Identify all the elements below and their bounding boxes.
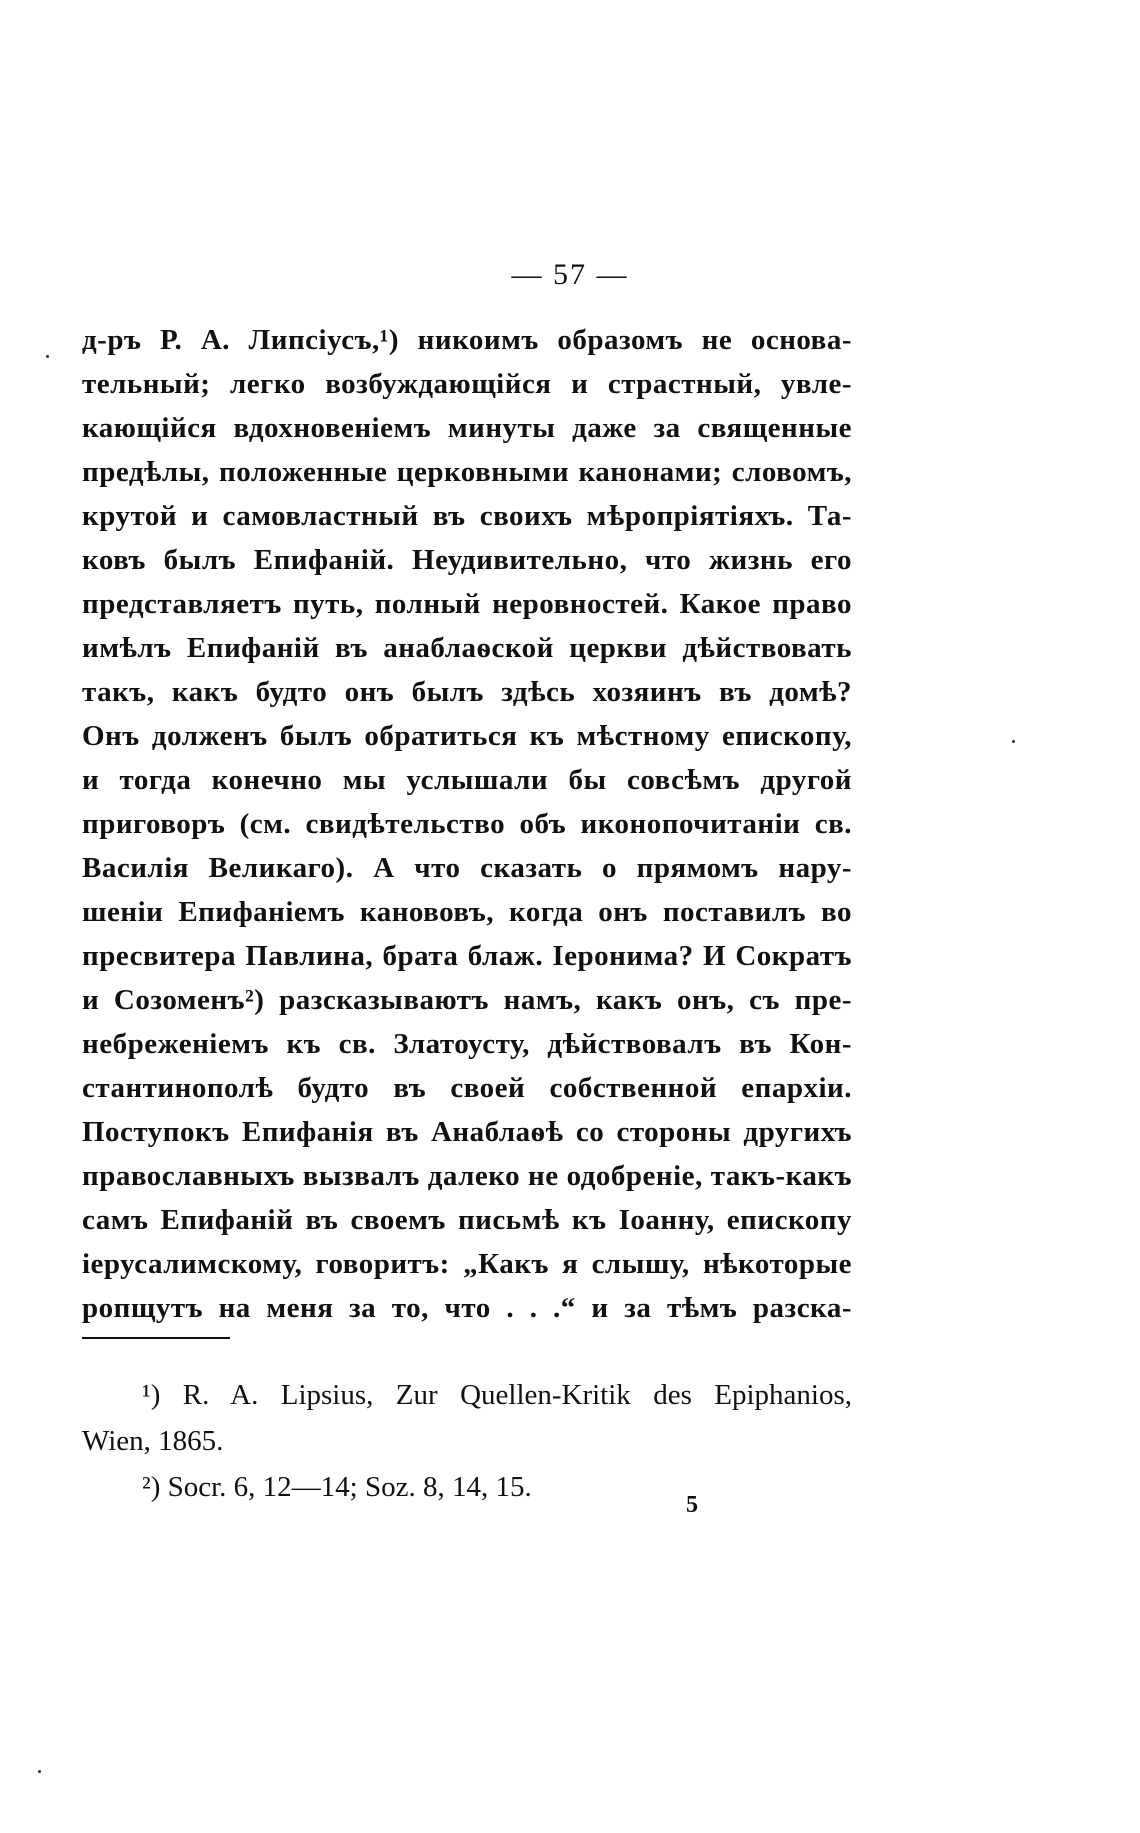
text-line: и тогда конечно мы услышали бы совсѣмъ другой [82,764,852,796]
text-line: предѣлы, положенные церковными канонами; словомъ, [82,456,852,488]
text-line: пресвитера Павлина, брата блаж. Іеронима? И Сократъ [82,940,852,972]
text-line: Василія Великаго). А что сказать о прямомъ нару- [82,852,852,884]
paper-speck [1012,740,1015,743]
paper-speck [46,355,49,358]
text-line: небреженіемъ къ св. Златоусту, дѣйствовалъ въ Кон- [82,1028,852,1060]
main-text [82,318,852,1330]
text-line: Поступокъ Епифанія въ Анаблаѳѣ со стороны другихъ [82,1116,852,1148]
text-line: шеніи Епифаніемъ канововъ, когда онъ поставилъ во [82,896,852,928]
text-line: ковъ былъ Епифаній. Неудивительно, что жизнь его [82,544,852,576]
footnote-1: ¹) R. A. Lipsius, Zur Quellen-Kritik des Epiphanios, [142,1379,852,1411]
paper-speck [38,1770,41,1773]
text-line: іерусалимскому, говоритъ: „Какъ я слышу, нѣкоторые [82,1248,852,1280]
footnote-divider [82,1337,230,1339]
page-number: — 57 — [511,258,629,291]
text-line: кающійся вдохновеніемъ минуты даже за священные [82,412,852,444]
text-line: такъ, какъ будто онъ былъ здѣсь хозяинъ въ домѣ? [82,676,852,708]
text-line: самъ Епифаній въ своемъ письмѣ къ Іоанну, епископу [82,1204,852,1236]
text-line: и Созоменъ²) разсказываютъ намъ, какъ онъ, съ пре- [82,984,852,1016]
text-line: православныхъ вызвалъ далеко не одобреніе, такъ-какъ [82,1160,852,1192]
text-line: Онъ долженъ былъ обратиться къ мѣстному епископу, [82,720,852,752]
text-line: представляетъ путь, полный неровностей. Какое право [82,588,852,620]
footnote-1-continuation: Wien, 1865. [82,1425,224,1457]
footnotes [82,1372,852,1510]
printer-signature-mark: 5 [686,1492,698,1518]
text-line: стантинополѣ будто въ своей собственной епархіи. [82,1072,852,1104]
text-line: тельный; легко возбуждающійся и страстный, увле- [82,368,852,400]
text-line: крутой и самовластный въ своихъ мѣропріятіяхъ. Та- [82,500,852,532]
text-line: приговоръ (см. свидѣтельство объ иконопочитаніи св. [82,808,852,840]
footnote-2: ²) Socr. 6, 12—14; Soz. 8, 14, 15. [142,1471,532,1503]
text-line: ропщутъ на меня за то, что . . .“ и за тѣмъ разска- [82,1292,852,1324]
text-line: д-ръ Р. А. Липсіусъ,¹) никоимъ образомъ не основа- [82,324,852,356]
text-line: имѣлъ Епифаній въ анаблаѳской церкви дѣйствовать [82,632,852,664]
